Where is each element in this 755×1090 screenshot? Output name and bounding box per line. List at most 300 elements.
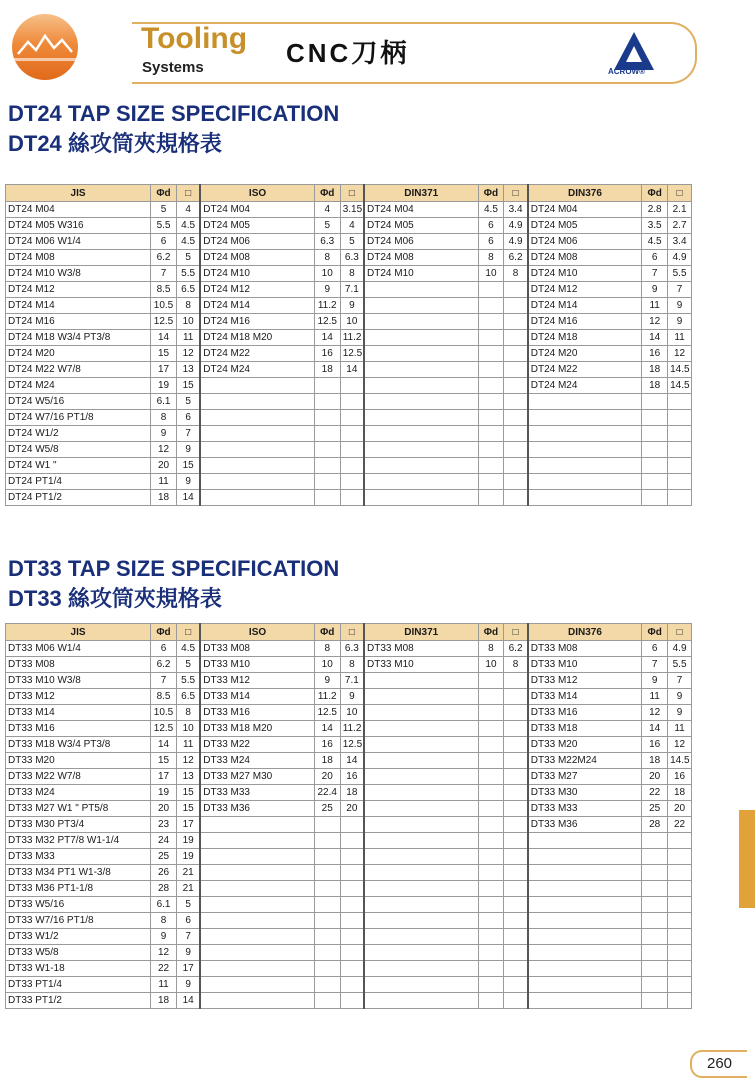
- column-header: Φd: [478, 624, 504, 641]
- size-cell: DT33 M24: [6, 785, 151, 801]
- size-cell: DT24 PT1/2: [6, 490, 151, 506]
- value-cell: 15: [176, 801, 200, 817]
- size-cell: DT33 M22M24: [528, 753, 642, 769]
- value-cell: [642, 833, 668, 849]
- value-cell: 18: [151, 490, 177, 506]
- size-cell: [200, 426, 314, 442]
- value-cell: 12: [151, 442, 177, 458]
- value-cell: [478, 298, 504, 314]
- value-cell: [504, 689, 528, 705]
- value-cell: [314, 849, 340, 865]
- size-cell: DT24 M12: [6, 282, 151, 298]
- value-cell: [340, 426, 364, 442]
- value-cell: 26: [151, 865, 177, 881]
- value-cell: 14: [340, 753, 364, 769]
- value-cell: [314, 833, 340, 849]
- size-cell: DT24 M24: [6, 378, 151, 394]
- column-header: Φd: [151, 185, 177, 202]
- value-cell: 28: [151, 881, 177, 897]
- value-cell: 6: [478, 218, 504, 234]
- size-cell: DT33 M10: [528, 657, 642, 673]
- value-cell: 21: [176, 865, 200, 881]
- size-cell: [364, 378, 478, 394]
- value-cell: [478, 913, 504, 929]
- value-cell: [478, 961, 504, 977]
- value-cell: [314, 961, 340, 977]
- value-cell: 17: [151, 362, 177, 378]
- value-cell: [478, 490, 504, 506]
- value-cell: [668, 849, 692, 865]
- size-cell: DT24 M12: [200, 282, 314, 298]
- value-cell: 10.5: [151, 298, 177, 314]
- value-cell: 4.9: [504, 234, 528, 250]
- size-cell: DT24 M12: [528, 282, 642, 298]
- value-cell: 5: [314, 218, 340, 234]
- size-cell: DT24 M04: [6, 202, 151, 218]
- value-cell: [668, 833, 692, 849]
- value-cell: [642, 977, 668, 993]
- size-cell: [364, 753, 478, 769]
- value-cell: [340, 833, 364, 849]
- value-cell: 19: [151, 785, 177, 801]
- size-cell: DT33 M32 PT7/8 W1-1/4: [6, 833, 151, 849]
- table-row: [6, 705, 692, 721]
- value-cell: [642, 881, 668, 897]
- size-cell: DT33 M08: [528, 641, 642, 657]
- value-cell: [504, 378, 528, 394]
- value-cell: 13: [176, 362, 200, 378]
- size-cell: DT24 M10: [200, 266, 314, 282]
- value-cell: 17: [176, 961, 200, 977]
- section-title-en: DT24 TAP SIZE SPECIFICATION: [8, 101, 340, 126]
- size-cell: [528, 865, 642, 881]
- size-cell: DT24 W7/16 PT1/8: [6, 410, 151, 426]
- size-cell: DT33 W7/16 PT1/8: [6, 913, 151, 929]
- size-cell: DT24 M04: [200, 202, 314, 218]
- value-cell: 9: [668, 705, 692, 721]
- value-cell: [504, 298, 528, 314]
- value-cell: 6: [642, 641, 668, 657]
- column-header: Φd: [478, 185, 504, 202]
- table-row: [6, 442, 692, 458]
- value-cell: [642, 474, 668, 490]
- value-cell: [478, 394, 504, 410]
- value-cell: [314, 426, 340, 442]
- value-cell: [668, 410, 692, 426]
- table-row: [6, 961, 692, 977]
- value-cell: [340, 881, 364, 897]
- value-cell: [314, 993, 340, 1009]
- value-cell: [504, 897, 528, 913]
- value-cell: 6.1: [151, 897, 177, 913]
- value-cell: [478, 865, 504, 881]
- value-cell: [642, 993, 668, 1009]
- size-cell: DT33 M20: [528, 737, 642, 753]
- value-cell: [478, 769, 504, 785]
- size-cell: [364, 282, 478, 298]
- value-cell: 7: [151, 266, 177, 282]
- size-cell: DT24 M06: [364, 234, 478, 250]
- value-cell: 6.5: [176, 689, 200, 705]
- size-cell: DT33 M33: [528, 801, 642, 817]
- table-row: [6, 737, 692, 753]
- value-cell: [478, 314, 504, 330]
- value-cell: 3.5: [642, 218, 668, 234]
- value-cell: 4.5: [642, 234, 668, 250]
- value-cell: 25: [151, 849, 177, 865]
- value-cell: 22: [668, 817, 692, 833]
- value-cell: 11: [668, 330, 692, 346]
- value-cell: [504, 753, 528, 769]
- value-cell: [504, 833, 528, 849]
- value-cell: 7: [151, 673, 177, 689]
- value-cell: [478, 442, 504, 458]
- table-header-row: [6, 624, 692, 641]
- value-cell: [668, 426, 692, 442]
- value-cell: [504, 426, 528, 442]
- column-header: JIS: [6, 624, 151, 641]
- value-cell: 6.3: [340, 641, 364, 657]
- size-cell: DT24 M05: [364, 218, 478, 234]
- value-cell: 3.15: [340, 202, 364, 218]
- size-cell: DT33 M33: [200, 785, 314, 801]
- value-cell: [478, 849, 504, 865]
- value-cell: 11.2: [340, 330, 364, 346]
- column-header: Φd: [642, 624, 668, 641]
- value-cell: 8: [340, 657, 364, 673]
- value-cell: 10: [314, 657, 340, 673]
- size-cell: [200, 913, 314, 929]
- table-row: [6, 801, 692, 817]
- size-cell: DT24 M04: [528, 202, 642, 218]
- table-row: [6, 833, 692, 849]
- size-cell: DT24 M16: [528, 314, 642, 330]
- size-cell: DT24 M14: [200, 298, 314, 314]
- size-cell: [364, 785, 478, 801]
- value-cell: [504, 330, 528, 346]
- column-header: □: [668, 624, 692, 641]
- value-cell: 6: [176, 913, 200, 929]
- value-cell: 14: [314, 721, 340, 737]
- size-cell: [364, 721, 478, 737]
- value-cell: 8: [478, 641, 504, 657]
- size-cell: DT24 M06: [528, 234, 642, 250]
- value-cell: [340, 474, 364, 490]
- value-cell: [504, 474, 528, 490]
- size-cell: DT24 M16: [200, 314, 314, 330]
- value-cell: 6.2: [504, 250, 528, 266]
- value-cell: 2.8: [642, 202, 668, 218]
- value-cell: 7: [642, 657, 668, 673]
- table-row: [6, 753, 692, 769]
- value-cell: 6: [478, 234, 504, 250]
- value-cell: 6: [151, 641, 177, 657]
- section-title-en: DT33 TAP SIZE SPECIFICATION: [8, 556, 340, 581]
- value-cell: [478, 817, 504, 833]
- value-cell: [504, 737, 528, 753]
- value-cell: [504, 849, 528, 865]
- column-header: DIN376: [528, 185, 642, 202]
- size-cell: DT33 M36 PT1-1/8: [6, 881, 151, 897]
- value-cell: 4.9: [668, 641, 692, 657]
- table-row: [6, 346, 692, 362]
- size-cell: DT33 M12: [6, 689, 151, 705]
- size-cell: [364, 977, 478, 993]
- brand-subtitle: Systems: [142, 59, 204, 76]
- size-cell: DT33 PT1/4: [6, 977, 151, 993]
- value-cell: 8: [504, 266, 528, 282]
- value-cell: [504, 410, 528, 426]
- value-cell: [504, 929, 528, 945]
- value-cell: 4: [314, 202, 340, 218]
- size-cell: [528, 394, 642, 410]
- value-cell: [642, 442, 668, 458]
- size-cell: DT33 M14: [200, 689, 314, 705]
- value-cell: 12: [176, 346, 200, 362]
- size-cell: [200, 865, 314, 881]
- table-row: [6, 474, 692, 490]
- value-cell: 23: [151, 817, 177, 833]
- value-cell: 19: [176, 833, 200, 849]
- value-cell: [504, 785, 528, 801]
- size-cell: DT33 M20: [6, 753, 151, 769]
- size-cell: DT33 M10 W3/8: [6, 673, 151, 689]
- column-header: ISO: [200, 185, 314, 202]
- value-cell: 9: [151, 426, 177, 442]
- value-cell: 5: [151, 202, 177, 218]
- value-cell: [478, 330, 504, 346]
- size-cell: DT24 M22 W7/8: [6, 362, 151, 378]
- size-cell: DT33 M22: [200, 737, 314, 753]
- size-cell: DT33 M08: [6, 657, 151, 673]
- table-row: [6, 689, 692, 705]
- size-cell: [528, 897, 642, 913]
- size-cell: [364, 426, 478, 442]
- value-cell: [478, 897, 504, 913]
- size-cell: [528, 849, 642, 865]
- size-cell: DT24 M10 W3/8: [6, 266, 151, 282]
- column-header: □: [340, 185, 364, 202]
- value-cell: 15: [176, 785, 200, 801]
- size-cell: DT33 M10: [364, 657, 478, 673]
- value-cell: 11: [151, 977, 177, 993]
- value-cell: 11: [642, 298, 668, 314]
- table-row: [6, 458, 692, 474]
- value-cell: [340, 378, 364, 394]
- value-cell: [504, 817, 528, 833]
- table-row: [6, 266, 692, 282]
- value-cell: [642, 961, 668, 977]
- value-cell: 15: [151, 346, 177, 362]
- size-cell: [528, 474, 642, 490]
- value-cell: [340, 945, 364, 961]
- size-cell: [200, 897, 314, 913]
- column-header: □: [504, 185, 528, 202]
- value-cell: 5: [340, 234, 364, 250]
- value-cell: 8: [151, 410, 177, 426]
- value-cell: 25: [314, 801, 340, 817]
- value-cell: [642, 945, 668, 961]
- value-cell: 17: [176, 817, 200, 833]
- value-cell: [314, 881, 340, 897]
- value-cell: 8: [478, 250, 504, 266]
- value-cell: [478, 833, 504, 849]
- size-cell: DT24 M20: [6, 346, 151, 362]
- value-cell: 18: [642, 753, 668, 769]
- size-cell: DT24 M22: [200, 346, 314, 362]
- value-cell: [314, 458, 340, 474]
- size-cell: [364, 673, 478, 689]
- table-row: [6, 298, 692, 314]
- value-cell: [642, 897, 668, 913]
- value-cell: 3.4: [504, 202, 528, 218]
- value-cell: 2.7: [668, 218, 692, 234]
- value-cell: 10: [340, 314, 364, 330]
- size-cell: [200, 394, 314, 410]
- value-cell: 13: [176, 769, 200, 785]
- size-cell: DT33 M10: [200, 657, 314, 673]
- size-cell: DT33 M18 M20: [200, 721, 314, 737]
- value-cell: 14: [151, 737, 177, 753]
- value-cell: [478, 426, 504, 442]
- value-cell: 15: [151, 753, 177, 769]
- size-cell: [200, 442, 314, 458]
- size-cell: DT24 M18 W3/4 PT3/8: [6, 330, 151, 346]
- size-cell: [200, 490, 314, 506]
- value-cell: 9: [176, 977, 200, 993]
- table-row: [6, 362, 692, 378]
- size-cell: DT33 M18 W3/4 PT3/8: [6, 737, 151, 753]
- size-cell: [364, 394, 478, 410]
- value-cell: 11: [151, 474, 177, 490]
- value-cell: 16: [314, 346, 340, 362]
- size-cell: DT33 M27: [528, 769, 642, 785]
- size-cell: [364, 362, 478, 378]
- size-cell: DT33 M22 W7/8: [6, 769, 151, 785]
- value-cell: 28: [642, 817, 668, 833]
- size-cell: DT24 PT1/4: [6, 474, 151, 490]
- size-cell: [364, 705, 478, 721]
- size-cell: DT33 M08: [364, 641, 478, 657]
- value-cell: 6.1: [151, 394, 177, 410]
- value-cell: 18: [151, 993, 177, 1009]
- value-cell: [668, 458, 692, 474]
- size-cell: [528, 881, 642, 897]
- value-cell: [314, 897, 340, 913]
- table-row: [6, 849, 692, 865]
- brand-name: Tooling: [141, 22, 248, 55]
- size-cell: DT33 W5/8: [6, 945, 151, 961]
- value-cell: [478, 474, 504, 490]
- value-cell: [478, 721, 504, 737]
- table-row: [6, 977, 692, 993]
- table-row: [6, 721, 692, 737]
- value-cell: [642, 865, 668, 881]
- value-cell: 18: [642, 362, 668, 378]
- value-cell: 11.2: [314, 689, 340, 705]
- size-cell: DT24 M16: [6, 314, 151, 330]
- column-header: DIN376: [528, 624, 642, 641]
- page-header: [0, 0, 755, 95]
- table-row: [6, 314, 692, 330]
- size-cell: [200, 817, 314, 833]
- table-row: [6, 817, 692, 833]
- size-cell: [200, 881, 314, 897]
- size-cell: [528, 442, 642, 458]
- value-cell: [340, 865, 364, 881]
- value-cell: [314, 490, 340, 506]
- value-cell: [340, 817, 364, 833]
- size-cell: [528, 490, 642, 506]
- size-cell: DT33 M36: [528, 817, 642, 833]
- value-cell: 12: [151, 945, 177, 961]
- value-cell: [314, 817, 340, 833]
- value-cell: [314, 442, 340, 458]
- value-cell: [504, 394, 528, 410]
- value-cell: 11.2: [314, 298, 340, 314]
- value-cell: 14.5: [668, 753, 692, 769]
- size-cell: [364, 689, 478, 705]
- size-cell: DT24 M24: [528, 378, 642, 394]
- column-header: ISO: [200, 624, 314, 641]
- value-cell: [504, 977, 528, 993]
- side-tab: [739, 810, 755, 908]
- value-cell: [504, 961, 528, 977]
- table-row: [6, 657, 692, 673]
- value-cell: 12.5: [151, 721, 177, 737]
- value-cell: 2.1: [668, 202, 692, 218]
- size-cell: DT24 W1/2: [6, 426, 151, 442]
- value-cell: 14: [642, 721, 668, 737]
- value-cell: 18: [314, 362, 340, 378]
- table-row: [6, 426, 692, 442]
- size-cell: DT33 M18: [528, 721, 642, 737]
- value-cell: 12: [176, 753, 200, 769]
- size-cell: [364, 849, 478, 865]
- value-cell: 12: [642, 314, 668, 330]
- size-cell: DT33 W5/16: [6, 897, 151, 913]
- value-cell: 9: [176, 442, 200, 458]
- value-cell: 8: [314, 250, 340, 266]
- value-cell: [504, 490, 528, 506]
- value-cell: 15: [176, 378, 200, 394]
- value-cell: 19: [176, 849, 200, 865]
- value-cell: [504, 362, 528, 378]
- table-row: [6, 330, 692, 346]
- size-cell: [364, 961, 478, 977]
- size-cell: [364, 913, 478, 929]
- value-cell: [504, 913, 528, 929]
- value-cell: 9: [176, 945, 200, 961]
- value-cell: 5.5: [668, 266, 692, 282]
- value-cell: 4.9: [668, 250, 692, 266]
- value-cell: 12.5: [314, 314, 340, 330]
- size-cell: DT24 M08: [200, 250, 314, 266]
- table-row: [6, 202, 692, 218]
- value-cell: [478, 458, 504, 474]
- size-cell: [528, 458, 642, 474]
- value-cell: [478, 673, 504, 689]
- value-cell: 11: [176, 330, 200, 346]
- value-cell: [314, 474, 340, 490]
- size-cell: DT24 M08: [364, 250, 478, 266]
- value-cell: 5: [176, 394, 200, 410]
- size-cell: DT33 M34 PT1 W1-3/8: [6, 865, 151, 881]
- value-cell: [668, 442, 692, 458]
- size-cell: DT33 M16: [6, 721, 151, 737]
- value-cell: 4.5: [478, 202, 504, 218]
- value-cell: 18: [314, 753, 340, 769]
